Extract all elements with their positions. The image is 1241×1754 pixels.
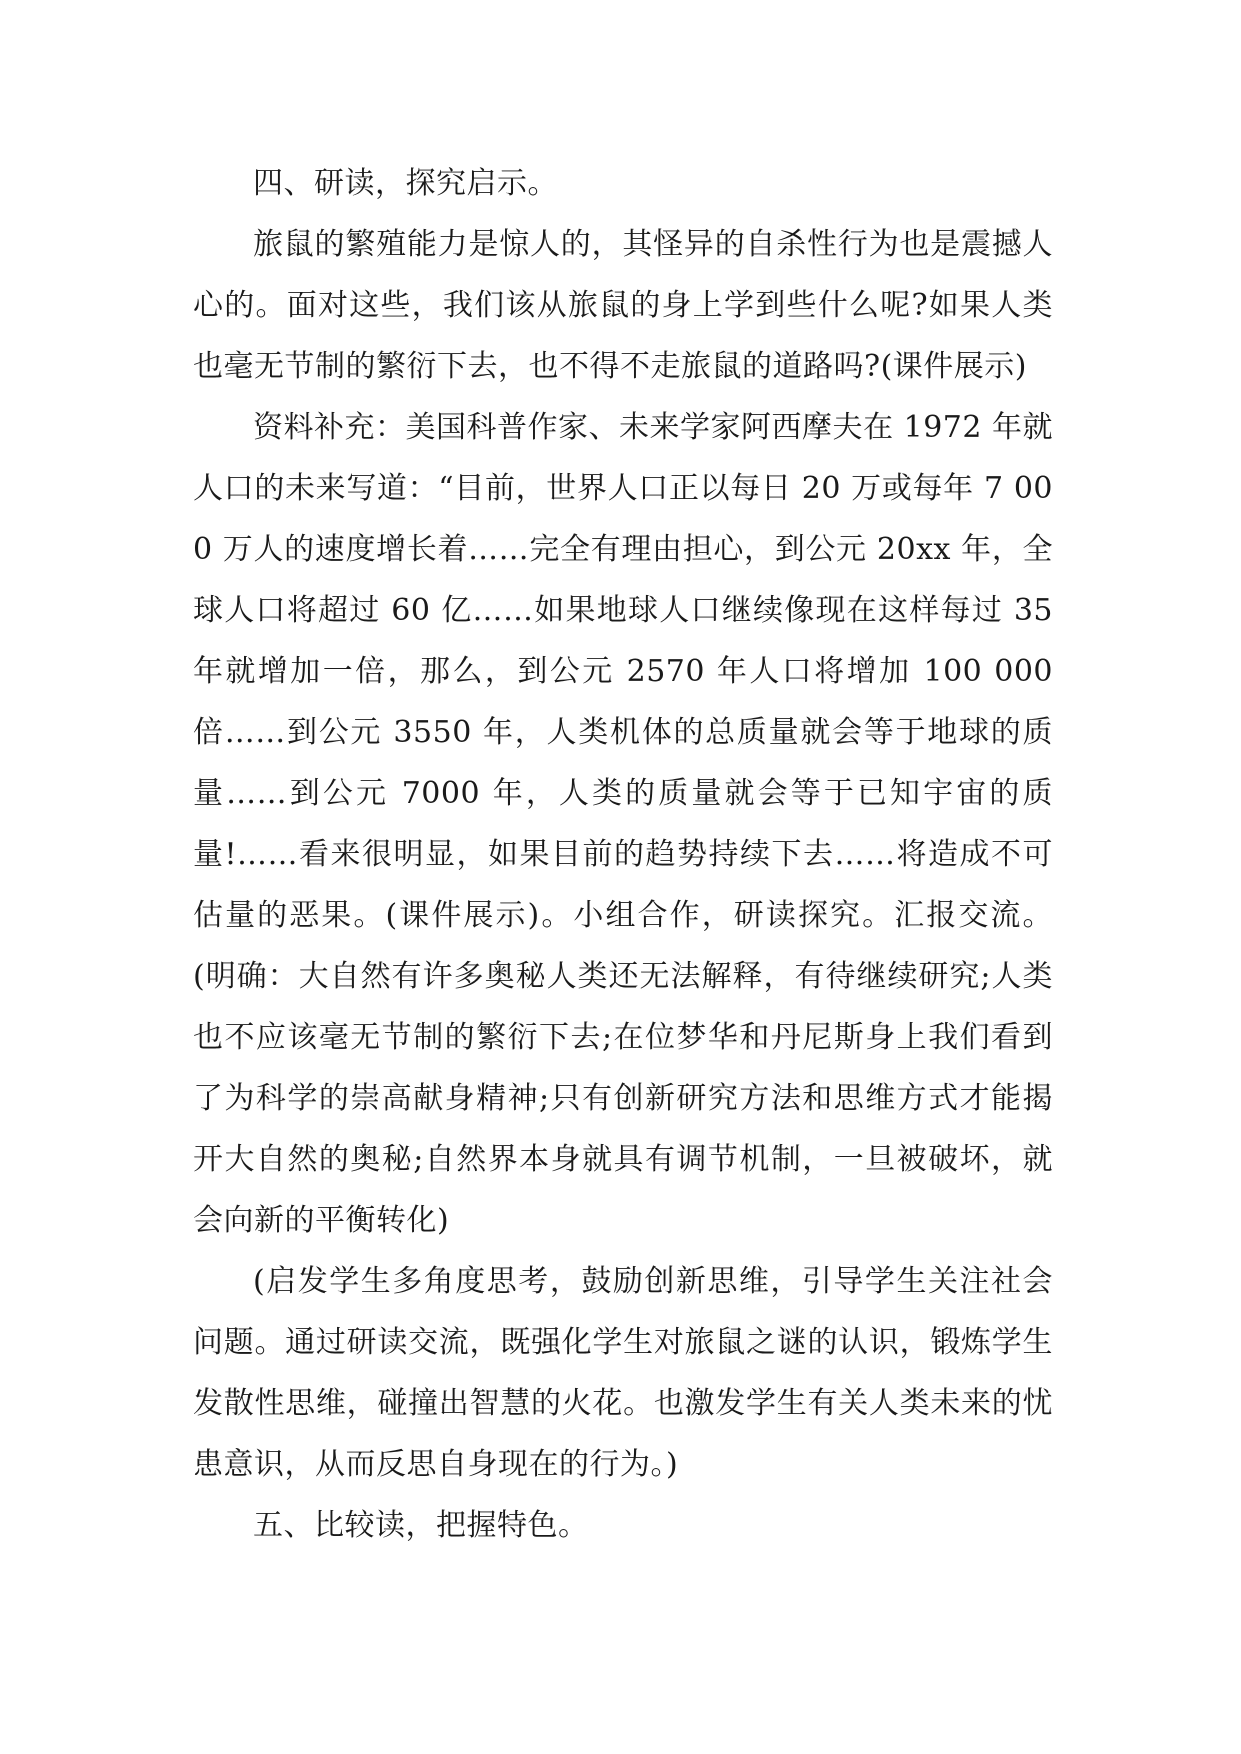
paragraph-lemming-reflection: 旅鼠的繁殖能力是惊人的，其怪异的自杀性行为也是震撼人心的。面对这些，我们该从旅鼠的身上学到些什么呢?如果人类也毫无节制的繁衍下去，也不得不走旅鼠的道路吗?(课件展示) xyxy=(193,227,1053,384)
paragraph-supplementary-material: 资料补充：美国科普作家、未来学家阿西摩夫在 1972 年就人口的未来写道：“目前，世界人口正以每日 20 万或每年 7 000 万人的速度增长着……完全有理由担心，到公元 20xx 年，全球人口将超过 60 亿……如果地球人口继续像现在这样每过 35 年就增加一倍，那么，到公元 2570 年人口将增加 100 000 倍……到公元 3550 年，人类机体的总质量就会等于地球的质量……到公元 7000 年，人类的质量就会等于已知宇宙的质量!……看来很明显，如果目前的趋势持续下去……将造成不可估量的恶果。(课件展示)。小组合作，研读探究。汇报交流。(明确：大自然有许多奥秘人类还无法解释，有待继续研究;人类也不应该毫无节制的繁衍下去;在位梦华和丹尼斯身上我们看到了为科学的崇高献身精神;只有创新研究方法和思维方式才能揭开大自然的奥秘;自然界本身就具有调节机制，一旦被破坏，就会向新的平衡转化) xyxy=(193,410,1053,1238)
document-body xyxy=(193,153,1053,1556)
paragraph-teaching-note: (启发学生多角度思考，鼓励创新思维，引导学生关注社会问题。通过研读交流，既强化学生对旅鼠之谜的认识，锻炼学生发散性思维，碰撞出智慧的火花。也激发学生有关人类未来的忧患意识，从而反思自身现在的行为。) xyxy=(193,1264,1053,1482)
section-heading-4: 四、研读，探究启示。 xyxy=(253,166,558,201)
section-heading-5: 五、比较读，把握特色。 xyxy=(253,1508,589,1543)
